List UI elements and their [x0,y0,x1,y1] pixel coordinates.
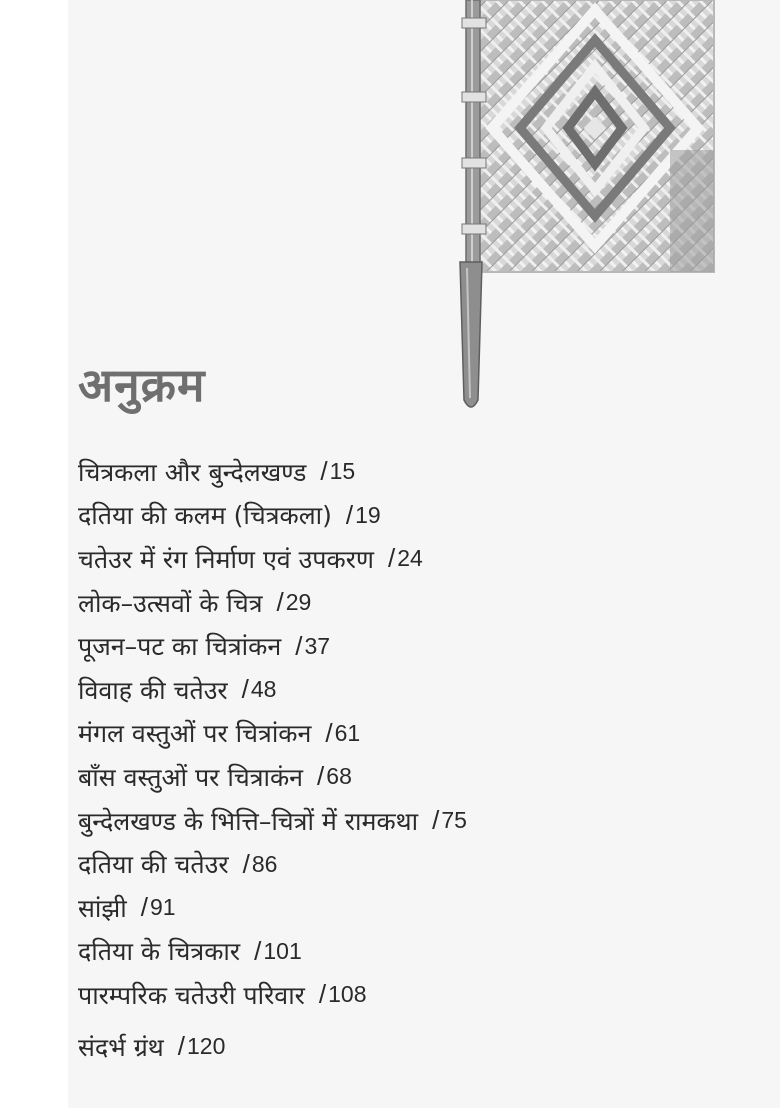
toc-entry [78,581,738,625]
toc-page-number: 86 [251,850,278,877]
toc-separator: / [140,892,148,923]
toc-entry [78,799,738,843]
toc-entry [78,450,738,494]
toc-separator: / [241,674,249,705]
toc-entry-title: चित्रकला और बुन्देलखण्ड [78,457,307,487]
toc-page-number: 24 [397,545,423,572]
toc-separator: / [254,935,262,966]
toc-page-number: 37 [304,632,331,659]
toc-entry [78,973,738,1017]
toc-entry-title: लोक–उत्सवों के चित्र [78,588,263,618]
toc-page-number: 108 [328,981,367,1008]
toc-separator: / [317,761,325,792]
toc-page-number: 29 [285,589,312,616]
toc-page-number: 19 [355,501,381,528]
toc-separator: / [432,805,440,836]
toc-separator: / [345,499,354,530]
toc-entry-title: मंगल वस्तुओं पर चित्रांकन [78,719,312,749]
toc-page-number: 68 [326,763,352,790]
toc-entry-title: चतेउर में रंग निर्माण एवं उपकरण [78,544,375,574]
toc-entry [78,1025,738,1069]
toc-separator: / [276,587,284,618]
toc-entry [78,494,738,538]
toc-separator: / [242,848,250,879]
toc-entry [78,668,738,712]
toc-entry [78,886,738,930]
toc-entry-title: दतिया के चित्रकार [78,937,241,967]
woven-bamboo-fan-illustration [430,0,720,420]
toc-entry [78,755,738,799]
toc-separator: / [325,717,333,748]
toc-separator: / [318,979,327,1010]
toc-separator: / [295,630,303,661]
toc-entry [78,842,738,886]
toc-entry [78,624,738,668]
toc-entry-title: पारम्परिक चतेउरी परिवार [78,980,305,1010]
toc-entry-title: संदर्भ ग्रंथ [78,1032,164,1062]
toc-separator: / [177,1031,186,1062]
toc-entry-title: सांझी [78,893,127,923]
toc-page-number: 120 [187,1033,226,1060]
toc-page-number: 101 [263,937,302,964]
toc-page-number: 15 [329,458,356,485]
toc-page-number: 61 [334,719,361,746]
toc-separator: / [320,456,328,487]
toc-entry [78,930,738,974]
toc-entry [78,712,738,756]
toc-entry-title: दतिया की चतेउर [78,850,229,880]
toc-entry-title: बुन्देलखण्ड के भित्ति–चित्रों में रामकथा [78,806,419,836]
toc-page-number: 75 [441,807,467,834]
toc-entry-title: दतिया की कलम (चित्रकला) [78,501,332,531]
toc-separator: / [388,543,396,574]
toc-entry [78,537,738,581]
toc-entry-title: बाँस वस्तुओं पर चित्राकंन [78,762,304,792]
table-of-contents [78,450,738,1068]
toc-page-number: 91 [150,894,176,921]
toc-entry-title: पूजन–पट का चित्रांकन [78,632,282,662]
toc-entry-title: विवाह की चतेउर [78,675,228,705]
toc-page-number: 48 [250,676,277,703]
page-title: अनुक्रम [78,358,206,412]
